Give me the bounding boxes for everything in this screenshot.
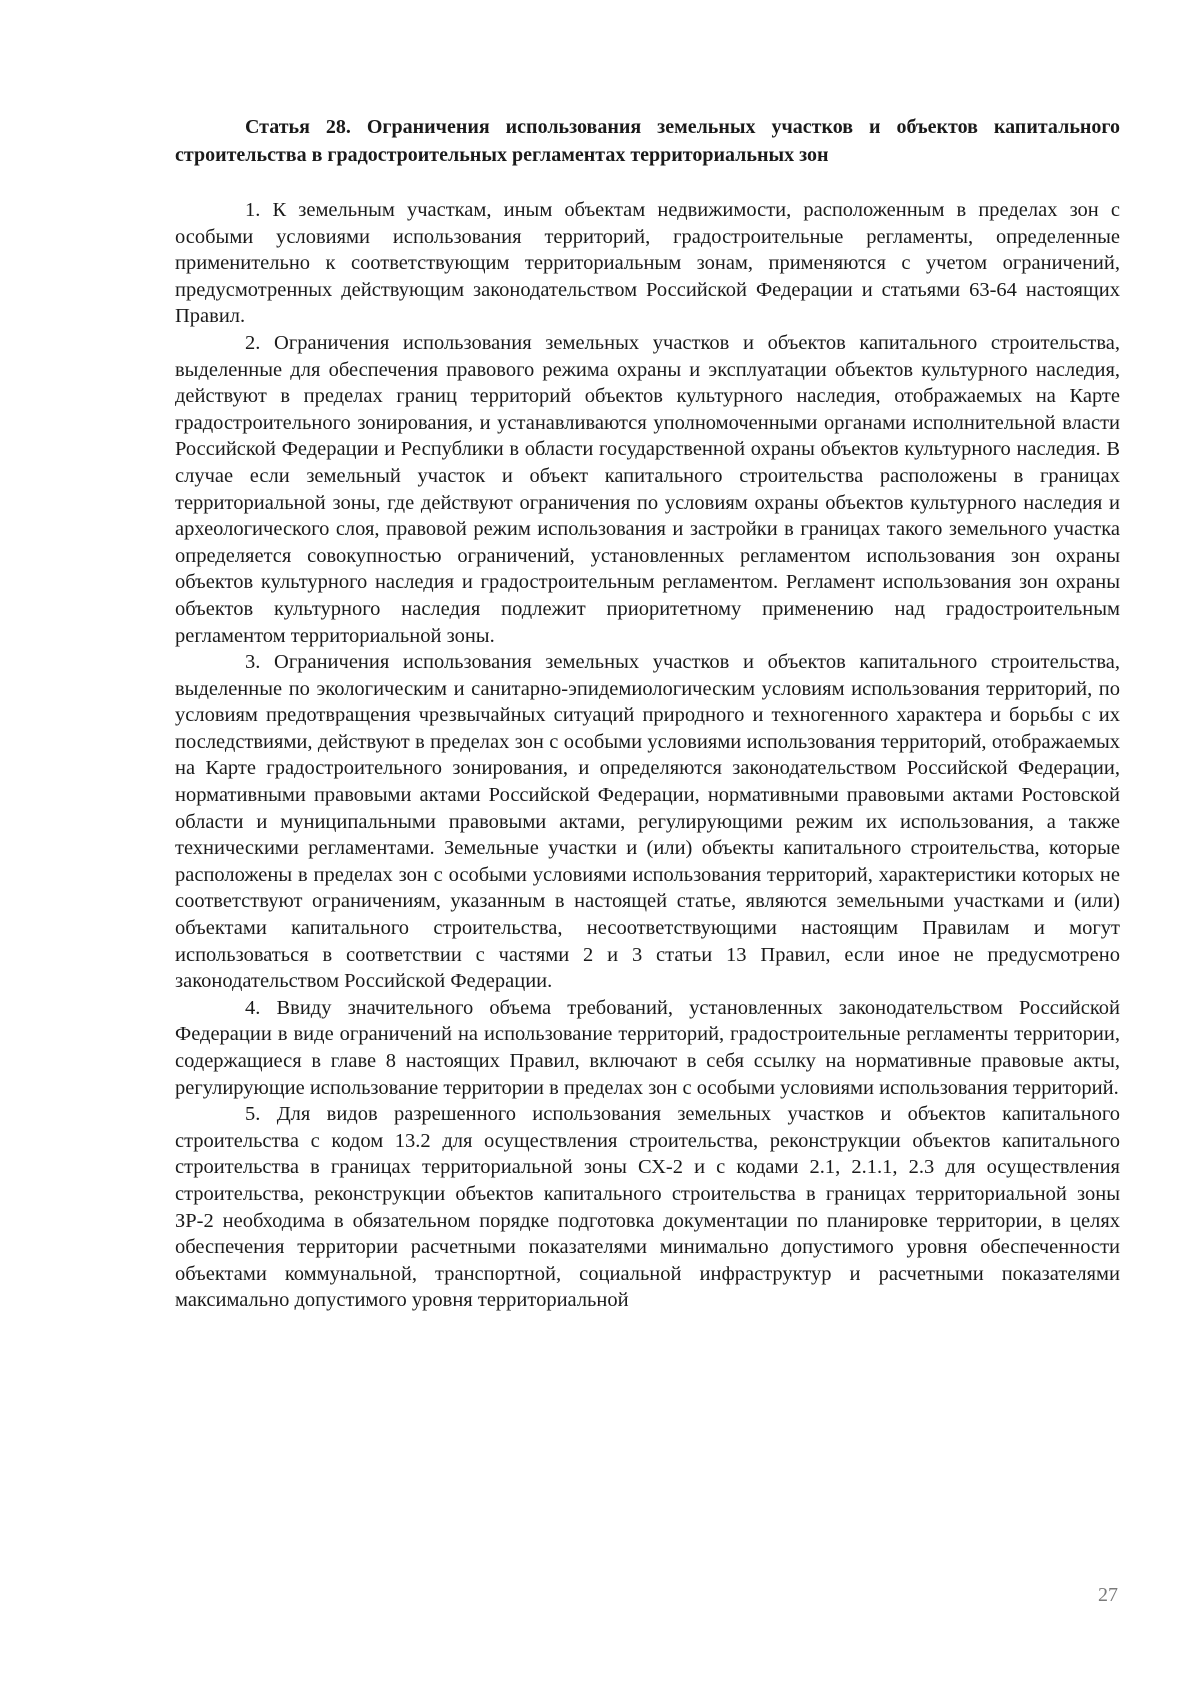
paragraph-2: 2. Ограничения использования земельных участков и объектов капитального строительства, выделенные для обеспечения правового режима охраны и эксплуатации объектов культурного наследия, действуют в пределах границ территорий объектов культурного наследия, отображаемых на Карте градостроительного зонирования, и устанавливаются уполномоченными органами исполнительной власти Российской Федерации и Республики в области государственной охраны объектов культурного наследия. В случае если земельный участок и объект капитального строительства расположены в границах территориальной зоны, где действуют ограничения по условиям охраны объектов культурного наследия и археологического слоя, правовой режим использования и застройки в границах такого земельного участка определяется совокупностью ограничений, установленных регламентом использования зон охраны объектов культурного наследия и градостроительным регламентом. Регламент использования зон охраны объектов культурного наследия подлежит приоритетному применению над градостроительным регламентом территориальной зоны. bbox=[175, 331, 1120, 647]
page-number: 27 bbox=[1098, 1584, 1118, 1606]
paragraph-1: 1. К земельным участкам, иным объектам недвижимости, расположенным в пределах зон с особыми условиями использования территорий, градостроительные регламенты, определенные применительно к соответствующим территориальным зонам, применяются с учетом ограничений, предусмотренных действующим законодательством Российской Федерации и статьями 63-64 настоящих Правил. bbox=[175, 199, 1120, 328]
paragraph-3: 3. Ограничения использования земельных участков и объектов капитального строительства, выделенные по экологическим и санитарно-эпидемиологическим условиям использования территорий, по условиям предотвращения чрезвычайных ситуаций природного и техногенного характера и борьбы с их последствиями, действуют в пределах зон с особыми условиями использования территорий, отображаемых на Карте градостроительного зонирования, и определяются законодательством Российской Федерации, нормативными правовыми актами Российской Федерации, нормативными правовыми актами Ростовской области и муниципальными правовыми актами, регулирующими режим их использования, а также техническими регламентами. Земельные участки и (или) объекты капитального строительства, которые расположены в пределах зон с особыми условиями использования территорий, характеристики которых не соответствуют ограничениям, указанным в настоящей статье, являются земельными участками и (или) объектами капитального строительства, несоответствующими настоящим Правилам и могут использоваться в соответствии с частями 2 и 3 статьи 13 Правил, если иное не предусмотрено законодательством Российской Федерации. bbox=[175, 651, 1120, 993]
paragraph-5: 5. Для видов разрешенного использования земельных участков и объектов капитального строительства с кодом 13.2 для осуществления строительства, реконструкции объектов капитального строительства в границах территориальной зоны СХ-2 и с кодами 2.1, 2.1.1, 2.3 для осуществления строительства, реконструкции объектов капитального строительства в границах территориальной зоны ЗР-2 необходима в обязательном порядке подготовка документации по планировке территории, в целях обеспечения территории расчетными показателями минимально допустимого уровня обеспеченности объектами коммунальной, транспортной, социальной инфраструктур и расчетными показателями максимально допустимого уровня территориальной bbox=[175, 1103, 1120, 1312]
article-body bbox=[175, 197, 1120, 1314]
page-content bbox=[175, 113, 1120, 1314]
paragraph-4: 4. Ввиду значительного объема требований, установленных законодательством Российской Федерации в виде ограничений на использование территорий, градостроительные регламенты территории, содержащиеся в главе 8 настоящих Правил, включают в себя ссылку на нормативные правовые акты, регулирующие использование территории в пределах зон с особыми условиями использования территорий. bbox=[175, 996, 1120, 1099]
article-heading: Статья 28. Ограничения использования земельных участков и объектов капитального строительства в градостроительных регламентах территориальных зон bbox=[175, 116, 1120, 166]
